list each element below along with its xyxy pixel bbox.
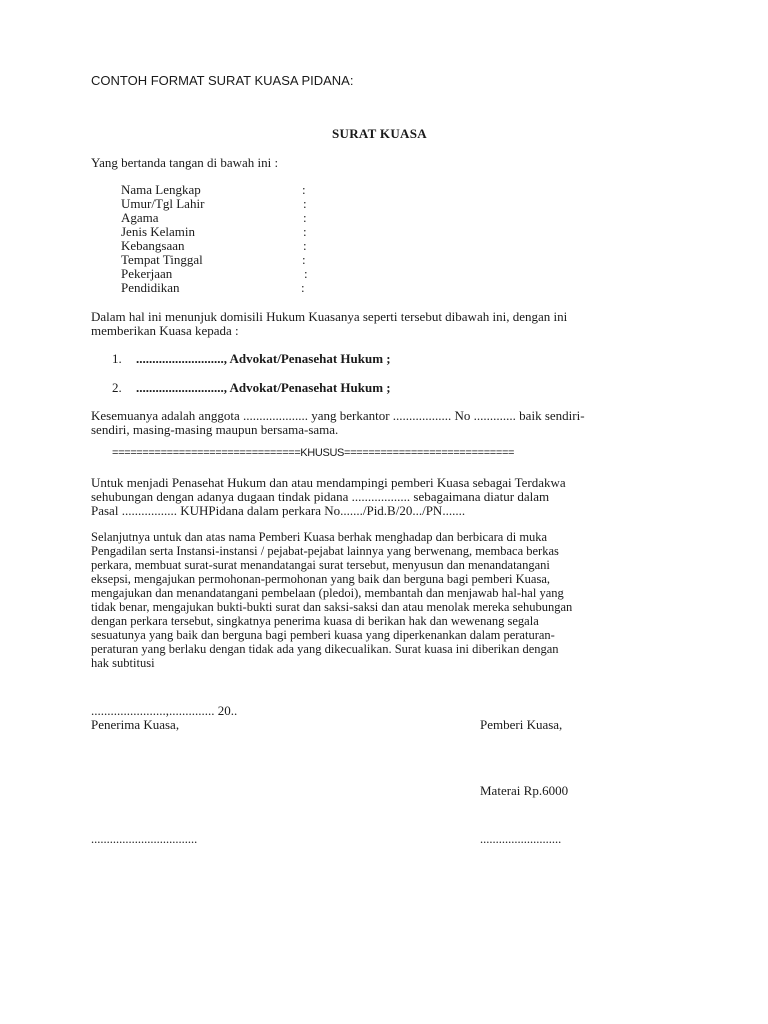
attorney-number: 1. bbox=[112, 351, 122, 366]
purpose-paragraph-line: Pasal ................. KUHPidana dalam perkara No......./Pid.B/20.../PN....... bbox=[91, 503, 466, 518]
attorney-text: ..........................., Advokat/Penasehat Hukum ; bbox=[136, 351, 391, 366]
field-colon: : bbox=[304, 266, 308, 281]
field-colon: : bbox=[303, 210, 307, 225]
authority-paragraph-line: peraturan yang berlaku dengan tidak ada yang dikecualikan. Surat kuasa ini diberikan dengan bbox=[91, 642, 559, 656]
domicile-paragraph-line: Dalam hal ini menunjuk domisili Hukum Kuasanya seperti tersebut dibawah ini, dengan ini bbox=[91, 309, 568, 324]
members-paragraph-line: Kesemuanya adalah anggota .................... yang berkantor .................. No ............. baik sendiri- bbox=[91, 408, 585, 423]
domicile-paragraph-line: memberikan Kuasa kepada : bbox=[91, 323, 239, 338]
field-colon: : bbox=[302, 252, 306, 267]
authority-paragraph-line: Pengadilan serta Instansi-instansi / pejabat-pejabat lainnya yang berwenang, membaca berkas bbox=[91, 544, 559, 558]
field-label: Agama bbox=[121, 210, 159, 225]
authority-paragraph-line: perkara, membuat surat-surat menandatangai surat tersebut, menyusun dan menandatangani bbox=[91, 558, 550, 572]
attorney-item-1 bbox=[112, 351, 391, 366]
field-label: Tempat Tinggal bbox=[121, 252, 203, 267]
attorney-number: 2. bbox=[112, 380, 122, 395]
purpose-paragraph-line: Untuk menjadi Penasehat Hukum dan atau mendampingi pemberi Kuasa sebagai Terdakwa bbox=[91, 475, 566, 490]
field-label: Pendidikan bbox=[121, 280, 180, 295]
date-place-line: .......................,.............. 20.. bbox=[91, 703, 238, 718]
document-heading: CONTOH FORMAT SURAT KUASA PIDANA: bbox=[91, 73, 354, 88]
authority-paragraph-line: mengajukan dan menandatangani pembelaan (pledoi), membantah dan menjawab hal-hal yang bbox=[91, 586, 564, 600]
field-colon: : bbox=[303, 238, 307, 253]
authority-paragraph-line: tidak benar, mengajukan bukti-bukti surat dan saksi-saksi dan atau menolak mereka sehubungan bbox=[91, 600, 573, 614]
field-label: Jenis Kelamin bbox=[121, 224, 196, 239]
field-colon: : bbox=[301, 280, 305, 295]
field-colon: : bbox=[303, 196, 307, 211]
field-label: Nama Lengkap bbox=[121, 182, 201, 197]
giver-signature-line: .......................... bbox=[480, 832, 562, 846]
field-label: Kebangsaan bbox=[121, 238, 185, 253]
letter-title: SURAT KUASA bbox=[332, 126, 427, 141]
stamp-duty-text: Materai Rp.6000 bbox=[480, 783, 569, 798]
purpose-paragraph-line: sehubungan dengan adanya dugaan tindak pidana .................. sebagaimana diatur dalam bbox=[91, 489, 550, 504]
authority-paragraph-line: Selanjutnya untuk dan atas nama Pemberi Kuasa berhak menghadap dan berbicara di muka bbox=[91, 530, 548, 544]
authority-paragraph-line: eksepsi, mengajukan permohonan-permohonan yang baik dan berguna bagi pemberi Kuasa, bbox=[91, 572, 551, 586]
field-colon: : bbox=[302, 182, 306, 197]
members-paragraph-line: sendiri, masing-masing maupun bersama-sama. bbox=[91, 422, 339, 437]
field-label: Pekerjaan bbox=[121, 266, 173, 281]
attorney-item-2 bbox=[112, 380, 391, 395]
authority-paragraph-line: sesuatunya yang baik dan berguna bagi pemberi kuasa yang diperkenankan dalam peraturan- bbox=[91, 628, 555, 642]
field-label: Umur/Tgl Lahir bbox=[121, 196, 205, 211]
giver-label: Pemberi Kuasa, bbox=[480, 717, 563, 732]
authority-paragraph-line: dengan perkara tersebut, singkatnya penerima kuasa di berikan hak dan wewenang segala bbox=[91, 614, 539, 628]
authority-paragraph-line: hak subtitusi bbox=[91, 656, 155, 670]
field-colon: : bbox=[303, 224, 307, 239]
intro-text: Yang bertanda tangan di bawah ini : bbox=[91, 155, 279, 170]
attorney-text: ..........................., Advokat/Penasehat Hukum ; bbox=[136, 380, 391, 395]
khusus-divider: ===============================KHUSUS============================ bbox=[112, 447, 515, 459]
receiver-label: Penerima Kuasa, bbox=[91, 717, 180, 732]
receiver-signature-line: .................................. bbox=[91, 832, 198, 846]
